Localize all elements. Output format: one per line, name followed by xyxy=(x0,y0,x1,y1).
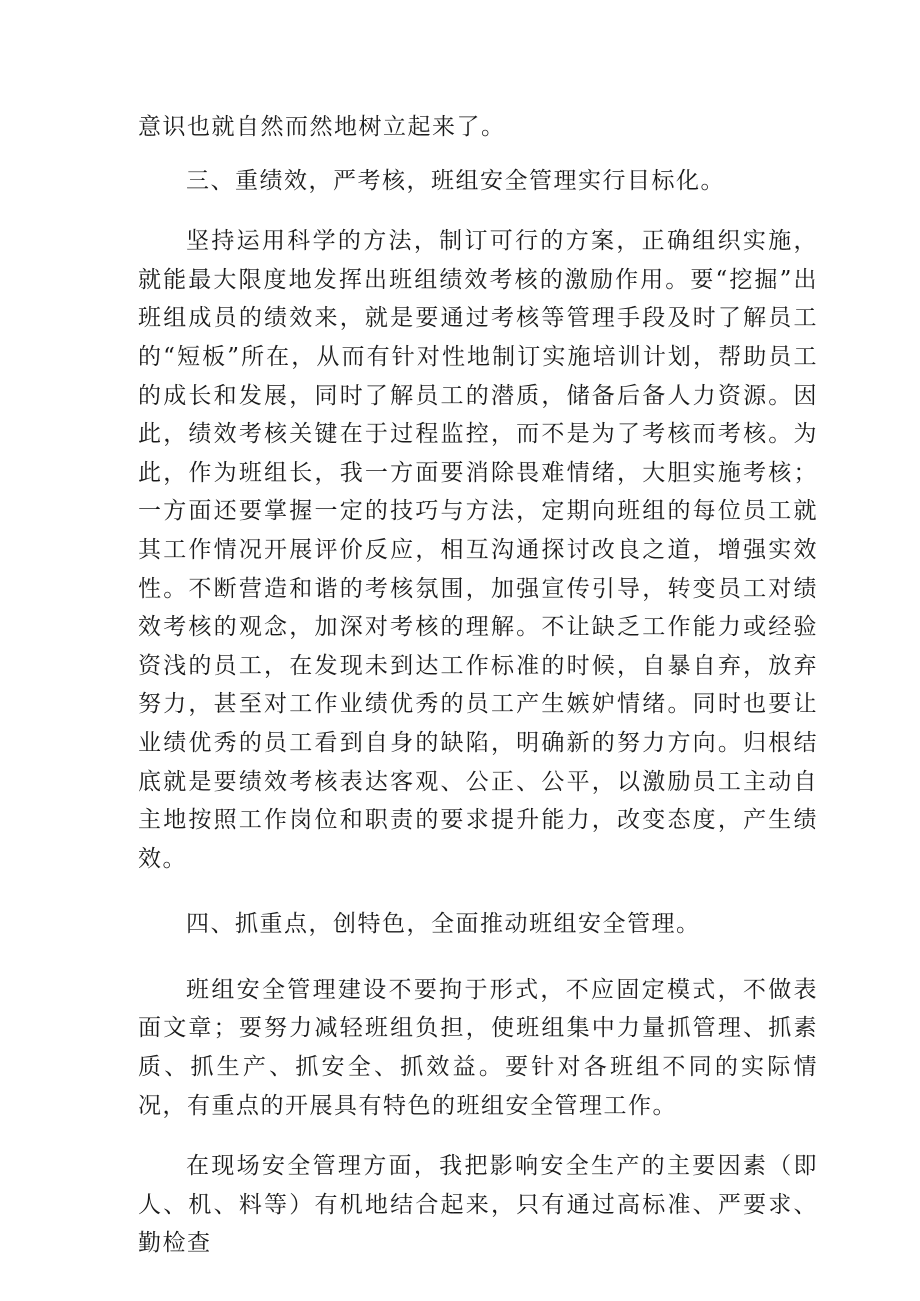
section-heading-3: 三、重绩效，严考核，班组安全管理实行目标化。 xyxy=(186,167,725,194)
document-body xyxy=(138,108,818,1263)
paragraph-team-safety-management: 班组安全管理建设不要拘于形式，不应固定模式，不做表面文章；要努力减轻班组负担，使班组集中力量抓管理、抓素质、抓生产、抓安全、抓效益。要针对各班组不同的实际情况，有重点的开展具有特色的班组安全管理工作。 xyxy=(138,976,818,1119)
section-heading-4: 四、抓重点，创特色，全面推动班组安全管理。 xyxy=(186,911,701,938)
paragraph-onsite-safety: 在现场安全管理方面，我把影响安全生产的主要因素（即人、机、料等）有机地结合起来，只有通过高标准、严要求、勤检查 xyxy=(138,1153,818,1257)
paragraph-continuation: 意识也就自然而然地树立起来了。 xyxy=(138,114,506,140)
paragraph-performance-assessment: 坚持运用科学的方法，制订可行的方案，正确组织实施，就能最大限度地发挥出班组绩效考核的激励作用。要“挖掘”出班组成员的绩效来，就是要通过考核等管理手段及时了解员工的“短板”所在，从而有针对性地制订实施培训计划，帮助员工的成长和发展，同时了解员工的潜质，储备后备人力资源。因此，绩效考核关键在于过程监控，而不是为了考核而考核。为此，作为班组长，我一方面要消除畏难情绪，大胆实施考核；一方面还要掌握一定的技巧与方法，定期向班组的每位员工就其工作情况开展评价反应，相互沟通探讨改良之道，增强实效性。不断营造和谐的考核氛围，加强宣传引导，转变员工对绩效考核的观念，加深对考核的理解。不让缺乏工作能力或经验资浅的员工，在发现未到达工作标准的时候，自暴自弃，放弃努力，甚至对工作业绩优秀的员工产生嫉妒情绪。同时也要让业绩优秀的员工看到自身的缺陷，明确新的努力方向。归根结底就是要绩效考核表达客观、公正、公平，以激励员工主动自主地按照工作岗位和职责的要求提升能力，改变态度，产生绩效。 xyxy=(138,228,818,872)
